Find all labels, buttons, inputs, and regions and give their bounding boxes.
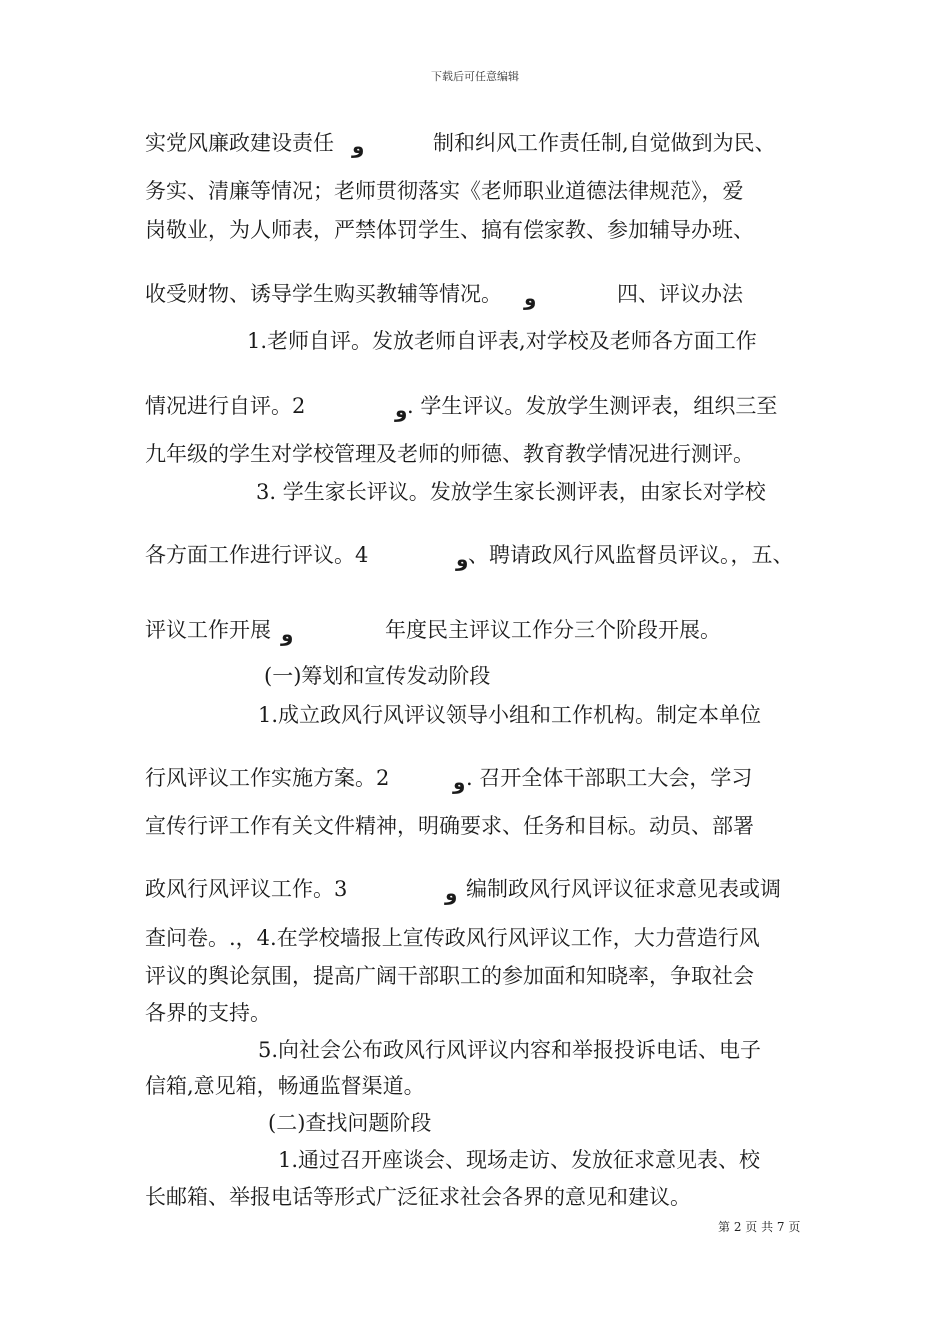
garbled-mark: و	[445, 881, 458, 905]
garbled-mark: و	[524, 286, 537, 310]
text-line-23: 长邮箱、举报电话等形式广泛征求社会各界的意见和建议。	[145, 1185, 691, 1209]
text-line-19: 5.向社会公布政风行风评议内容和举报投诉电话、电子	[258, 1038, 762, 1062]
text-line-12: 1.成立政风行风评议领导小组和工作机构。制定本单位	[258, 703, 762, 727]
text-line-4b: 四、评议办法	[617, 282, 743, 306]
text-line-6b: . 学生评议。发放学生测评表，组织三至	[407, 394, 778, 418]
text-line-1a: 实党风廉政建设责任	[145, 131, 334, 155]
garbled-mark: و	[281, 622, 294, 646]
garbled-mark: و	[453, 770, 466, 794]
text-line-10b: 年度民主评议工作分三个阶段开展。	[385, 618, 721, 642]
text-line-17: 评议的舆论氛围，提高广阔干部职工的参加面和知晓率，争取社会	[145, 964, 754, 988]
text-line-13a: 行风评议工作实施方案。2	[145, 766, 390, 790]
page-number-footer: 第 2 页 共 7 页	[718, 1220, 801, 1234]
text-line-9b: 、聘请政风行风监督员评议。，五、	[468, 543, 794, 567]
text-line-9a: 各方面工作进行评议。4	[145, 543, 369, 567]
garbled-mark: و	[456, 547, 469, 571]
text-line-1b: 制和纠风工作责任制,自觉做到为民、	[433, 131, 776, 155]
text-line-16: 查问卷。.，4.在学校墙报上宣传政风行风评议工作，大力营造行风	[145, 926, 760, 950]
text-line-8: 3. 学生家长评议。发放学生家长测评表，由家长对学校	[256, 480, 766, 504]
text-line-15b: 编制政风行风评议征求意见表或调	[466, 877, 781, 901]
text-line-22: 1.通过召开座谈会、现场走访、发放征求意见表、校	[278, 1148, 761, 1172]
text-line-13b: . 召开全体干部职工大会，学习	[466, 766, 753, 790]
text-line-7: 九年级的学生对学校管理及老师的师德、教育教学情况进行测评。	[145, 442, 754, 466]
text-line-4a: 收受财物、诱导学生购买教辅等情况。	[145, 282, 502, 306]
text-line-18: 各界的支持。	[145, 1001, 271, 1025]
text-line-3: 岗敬业，为人师表，严禁体罚学生、搞有偿家教、参加辅导办班、	[145, 218, 754, 242]
text-line-2: 务实、清廉等情况；老师贯彻落实《老师职业道德法律规范》，爱	[145, 179, 744, 203]
garbled-mark: و	[395, 398, 408, 422]
text-line-5: 1.老师自评。发放老师自评表,对学校及老师各方面工作	[247, 329, 757, 353]
page-header: 下载后可任意编辑	[431, 70, 519, 83]
section-heading-1: (一)筹划和宣传发动阶段	[264, 664, 491, 688]
garbled-mark: و	[352, 134, 365, 158]
section-heading-2: (二)查找问题阶段	[268, 1111, 432, 1135]
text-line-20: 信箱,意见箱，畅通监督渠道。	[145, 1074, 425, 1098]
text-line-6a: 情况进行自评。2	[145, 394, 306, 418]
text-line-14: 宣传行评工作有关文件精神，明确要求、任务和目标。动员、部署	[145, 814, 754, 838]
text-line-15a: 政风行风评议工作。3	[145, 877, 348, 901]
text-line-10a: 评议工作开展	[145, 618, 271, 642]
